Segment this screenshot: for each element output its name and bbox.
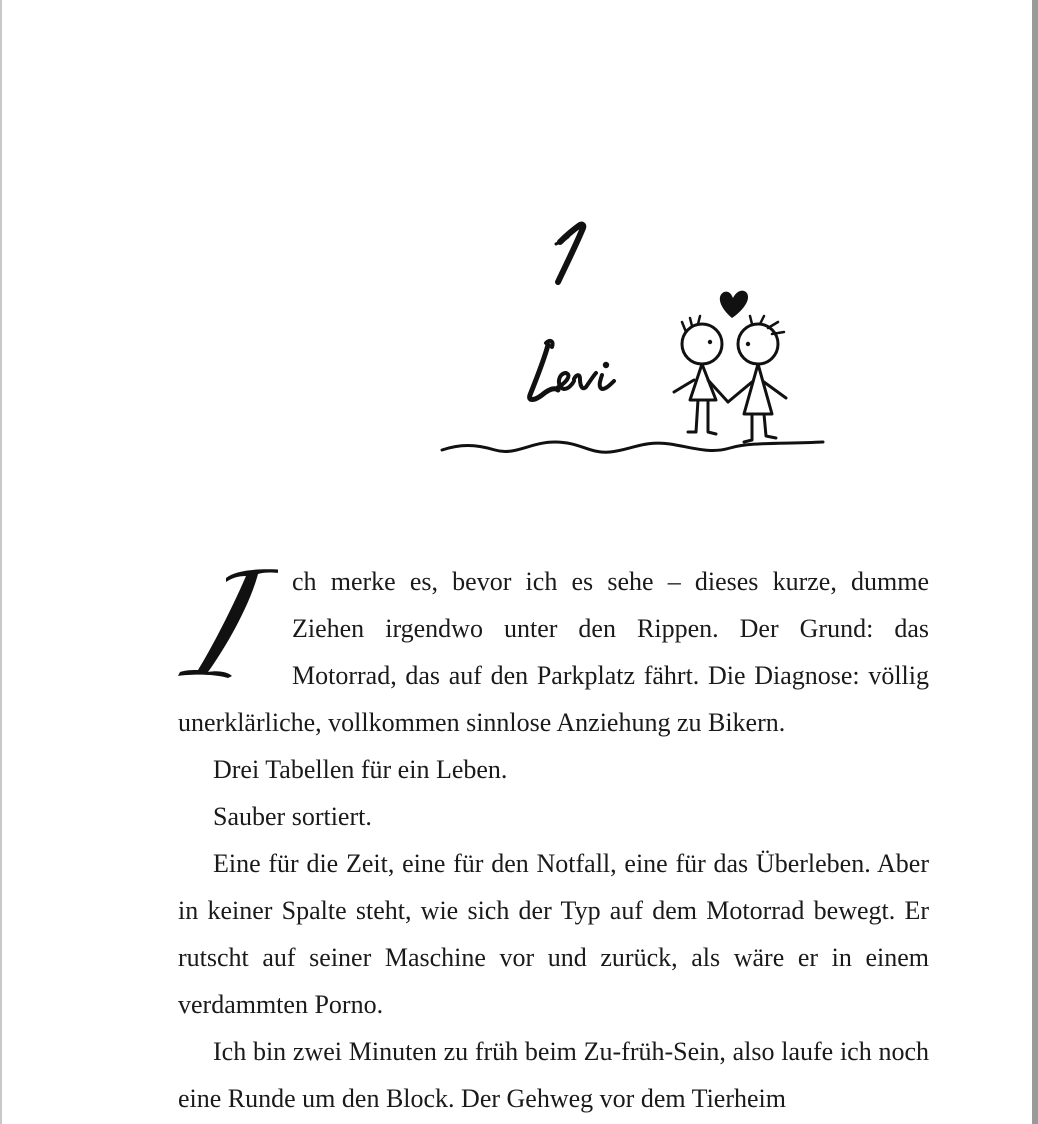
paragraph: Ich bin zwei Minuten zu früh beim Zu-früh-Sein, also laufe ich noch eine Runde um den Block. Der Gehweg vor dem Tierheim (178, 1037, 929, 1113)
chapter-title (518, 335, 633, 410)
heart-icon (720, 291, 748, 318)
drop-cap (178, 564, 278, 696)
page-right-edge (1032, 0, 1038, 1124)
chapter-number (540, 220, 600, 290)
chapter-text (178, 558, 929, 1122)
paragraph: Sauber sortiert. (213, 802, 372, 831)
paragraph: Eine für die Zeit, eine für den Notfall, eine für das Überleben. Aber in keiner Spalte steht, wie sich der Typ auf dem Motorrad bewegt. Er rutscht auf seiner Maschine vor und zurück, als wäre er in einem verdammten Porno. (178, 849, 929, 1019)
stick-figure-couple-icon (660, 282, 805, 447)
paragraph: Drei Tabellen für ein Leben. (213, 755, 508, 784)
drop-cap-glyph (178, 564, 278, 696)
page-left-edge (0, 0, 2, 1124)
wave-divider (440, 430, 825, 460)
opening-paragraph (178, 558, 929, 746)
opening-paragraph-text: ch merke es, bevor ich es sehe – dieses kurze, dumme Ziehen irgendwo unter den Rippen. Der Grund: das Motorrad, das auf den Parkplatz fährt. Die Diagnose: völlig unerklärliche, vollkommen sinnlose Anziehung zu Bikern. (178, 567, 929, 737)
